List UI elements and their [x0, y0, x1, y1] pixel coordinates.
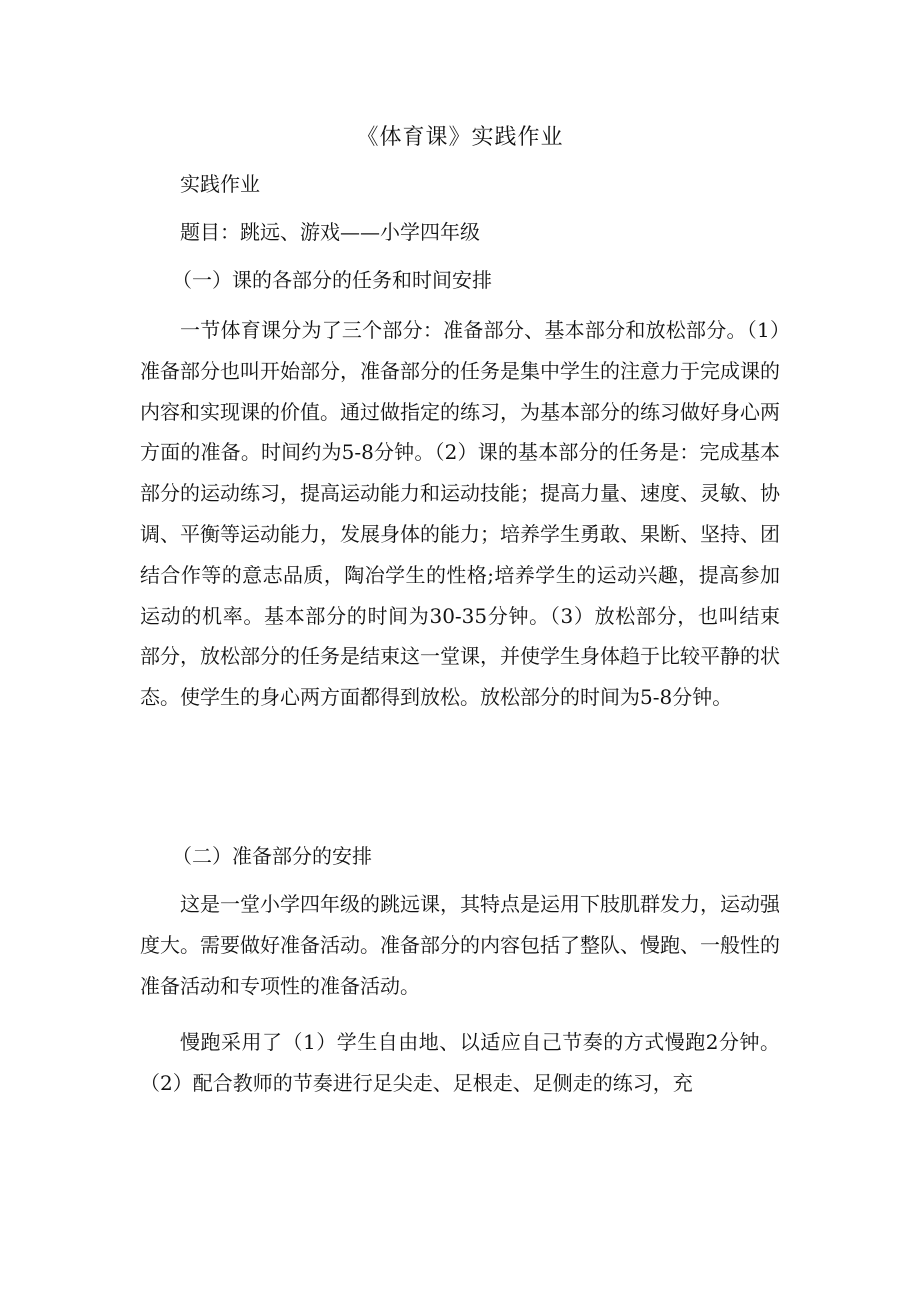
paragraph-preparation: 这是一堂小学四年级的跳远课，其特点是运用下肢肌群发力，运动强度大。需要做好准备活动。准备部分的内容包括了整队、慢跑、一般性的准备活动和专项性的准备活动。 [140, 892, 780, 998]
section-heading-2: （二）准备部分的安排 [172, 844, 372, 868]
paragraph-topic: 题目：跳远、游戏——小学四年级 [180, 220, 480, 244]
document-title: 《体育课》实践作业 [356, 125, 564, 150]
paragraph-lesson-parts: 一节体育课分为了三个部分：准备部分、基本部分和放松部分。（1）准备部分也叫开始部分，准备部分的任务是集中学生的注意力于完成课的内容和实现课的价值。通过做指定的练习，为基本部分的练习做好身心两方面的准备。时间约为5-8分钟。（2）课的基本部分的任务是：完成基本部分的运动练习，提高运动能力和运动技能；提高力量、速度、灵敏、协调、平衡等运动能力，发展身体的能力；培养学生勇敢、果断、坚持、团结合作等的意志品质，陶冶学生的性格;培养学生的运动兴趣，提高参加运动的机率。基本部分的时间为30-35分钟。（3）放松部分，也叫结束部分，放松部分的任务是结束这一堂课，并使学生身体趋于比较平静的状态。使学生的身心两方面都得到放松。放松部分的时间为5-8分钟。 [140, 318, 780, 710]
paragraph-jogging: 慢跑采用了（1）学生自由地、以适应自己节奏的方式慢跑2分钟。（2）配合教师的节奏进行足尖走、足根走、足侧走的练习，充 [140, 1030, 780, 1095]
section-heading-1: （一）课的各部分的任务和时间安排 [172, 268, 492, 292]
paragraph-practice-label: 实践作业 [180, 172, 260, 196]
